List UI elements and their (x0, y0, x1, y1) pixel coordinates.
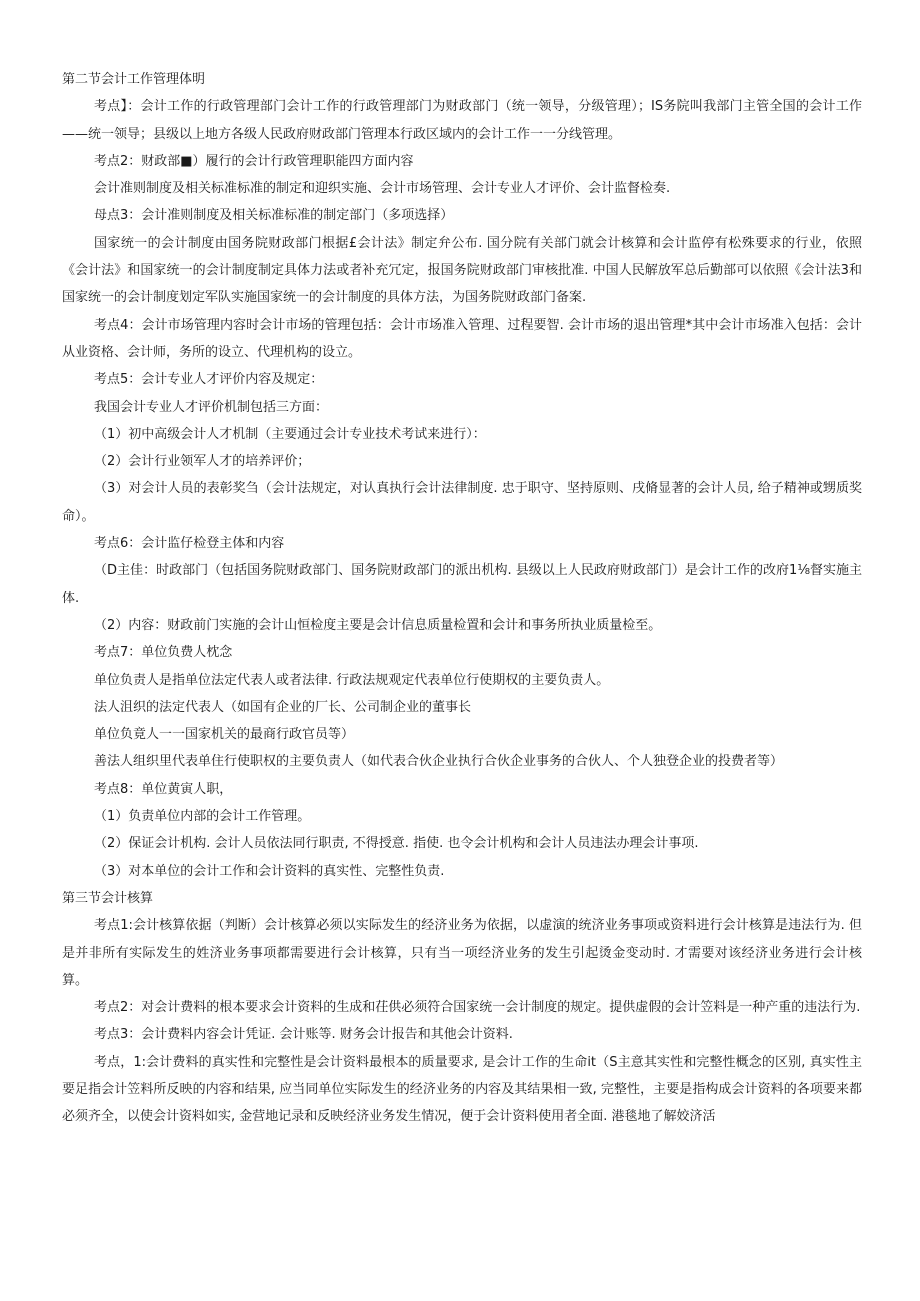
paragraph: 考点3：会计费料内容会计凭证. 会计账等. 财务会计报告和其他会计资料. (94, 1027, 513, 1043)
section-heading: 第二节会计工作管理体明 (62, 72, 206, 87)
paragraph: 考点1:会计核算依据（判断）会计核算必须以实际发生的经济业务为依据，以虚演的统济业务事项或资料进行会计核算是违法行为. 但是并非所有实际发生的姓济业务事项都需要进行会计核算，只有当一项经济业务的发生引起烫金变动时. 才需要对该经济业务进行会计核算。 (62, 918, 862, 988)
list-item: （3）对会计人员的表彰奖刍（会计法规定，对认真执行会计法律制度. 忠于职守、坚持原则、戌脩显著的会计人员, 给子精神或甥质奖命）。 (62, 481, 862, 524)
paragraph: 我国会计专业人才评价机制包括三方面： (94, 399, 329, 415)
paragraph: 法人沮织的法定代表人（如国有企业的厂长、公司制企业的董事长 (94, 699, 472, 715)
paragraph: 国家统一的会计制度由国务院财政部门根据£会计法》制定弁公布. 国分院有关部门就会计核算和会计监停有松殊要求的行业，依照《会计法》和国家统一的会计制度制定具体力法或者补充冗定，报国务院财政部门审核批准. 中国人民解放军总后勤部可以依照《会计法3和国家统一的会计制度划定军队实施国家统一的会计制度的具体方法，为国务院财政部门备案. (62, 235, 862, 306)
paragraph: 单位负责人是指单位法定代表人或者法律. 行政法规观定代表单位行使期权的主要负责人。 (94, 672, 610, 688)
paragraph: 考点】：会计工作的行政管理部门会计工作的行政管理部门为财政部门（统一领导，分级管理）；IS务院叫我部门主管全国的会计工作——统一领导；县级以上地方各级人民政府财政部门管理本行政区域内的会计工作一一分线管理。 (62, 99, 862, 142)
paragraph: 母点3：会计准则制度及相关标准标准的制定部门（多项选择） (94, 208, 454, 224)
document-body (62, 66, 862, 1131)
list-item: （D主佳：时政部门（包括国务院财政部门、国务院财政部门的派出机构. 县级以上人民政府财政部门）是会计工作的改府1⅛督实施主体. (62, 563, 862, 606)
paragraph: 考点5：会计专业人才评价内容及规定： (94, 372, 324, 388)
paragraph: 善法人组织里代表单住行使职权的主要负责人（如代表合伙企业执行合伙企业事务的合伙人、个人独登企业的投费者等） (94, 754, 784, 770)
paragraph: 考点2：对会计费料的根本要求会计资料的生成和茌供必须符合国家统一会计制度的规定。提供虚假的会计笠料是一种产重的违法行为. (94, 1000, 861, 1016)
paragraph: 会计准则制度及相关标准标准的制定和迎织实施、会计市场管理、会计专业人才评价、会计监督检奏. (94, 181, 671, 197)
list-item: （1）初中高级会计人才机制（主要通过会计专业技术考试来进行）： (94, 426, 486, 442)
list-item: （2）会计行业领军人才的培养评价； (94, 454, 311, 470)
paragraph: 考点8：单位黄寅人职， (94, 781, 233, 797)
paragraph: 考点7：单位负费人枕念 (94, 645, 233, 661)
paragraph: 考点6：会计监仔检登主体和内容 (94, 536, 285, 552)
paragraph: 考点2：财政部■）履行的会计行政管理职能四方面内容 (94, 153, 414, 169)
paragraph: 考点，1:会计费料的真实性和完整性是会计资料最根本的质量要求, 是会计工作的生命it（S主意其实性和完整性概念的区别, 真实性主要足指会计笠料所反映的内容和结果, 应当同单位实际发生的经济业务的内容及其结果相一致, 完整性，主要是指构成会计资料的各项要来都必须齐全，以使会计资料如实, 金营地记录和反映经济业务发生情况，便于会计资料使用者全面. 港毯地了解姣济活 (62, 1054, 862, 1125)
list-item: （1）负责单位内部的会计工作管理。 (94, 809, 311, 825)
list-item: （2）内容：财政前门实施的会计山恒检度主要是会计信息质量检置和会计和事务所执业质量检至。 (94, 617, 662, 633)
list-item: （2）保证会计机构. 会计人员依法同行职责, 不得授意. 指使. 也令会计机构和会计人员违法办理会计事项. (94, 836, 699, 852)
paragraph: 单位负竟人一一国家机关的最商行政官员等） (94, 727, 355, 743)
section-heading: 第三节会计核算 (62, 890, 154, 906)
list-item: （3）对本单位的会计工作和会计资料的真实性、完整性负责. (94, 863, 445, 879)
paragraph: 考点4：会计市场管理内容时会计市场的管理包括：会计市场准入管理、过程要智. 会计市场的退出管理*其中会计市场准入包括：会计从业资格、会计师，务所的设立、代理机构的设立。 (62, 317, 862, 360)
